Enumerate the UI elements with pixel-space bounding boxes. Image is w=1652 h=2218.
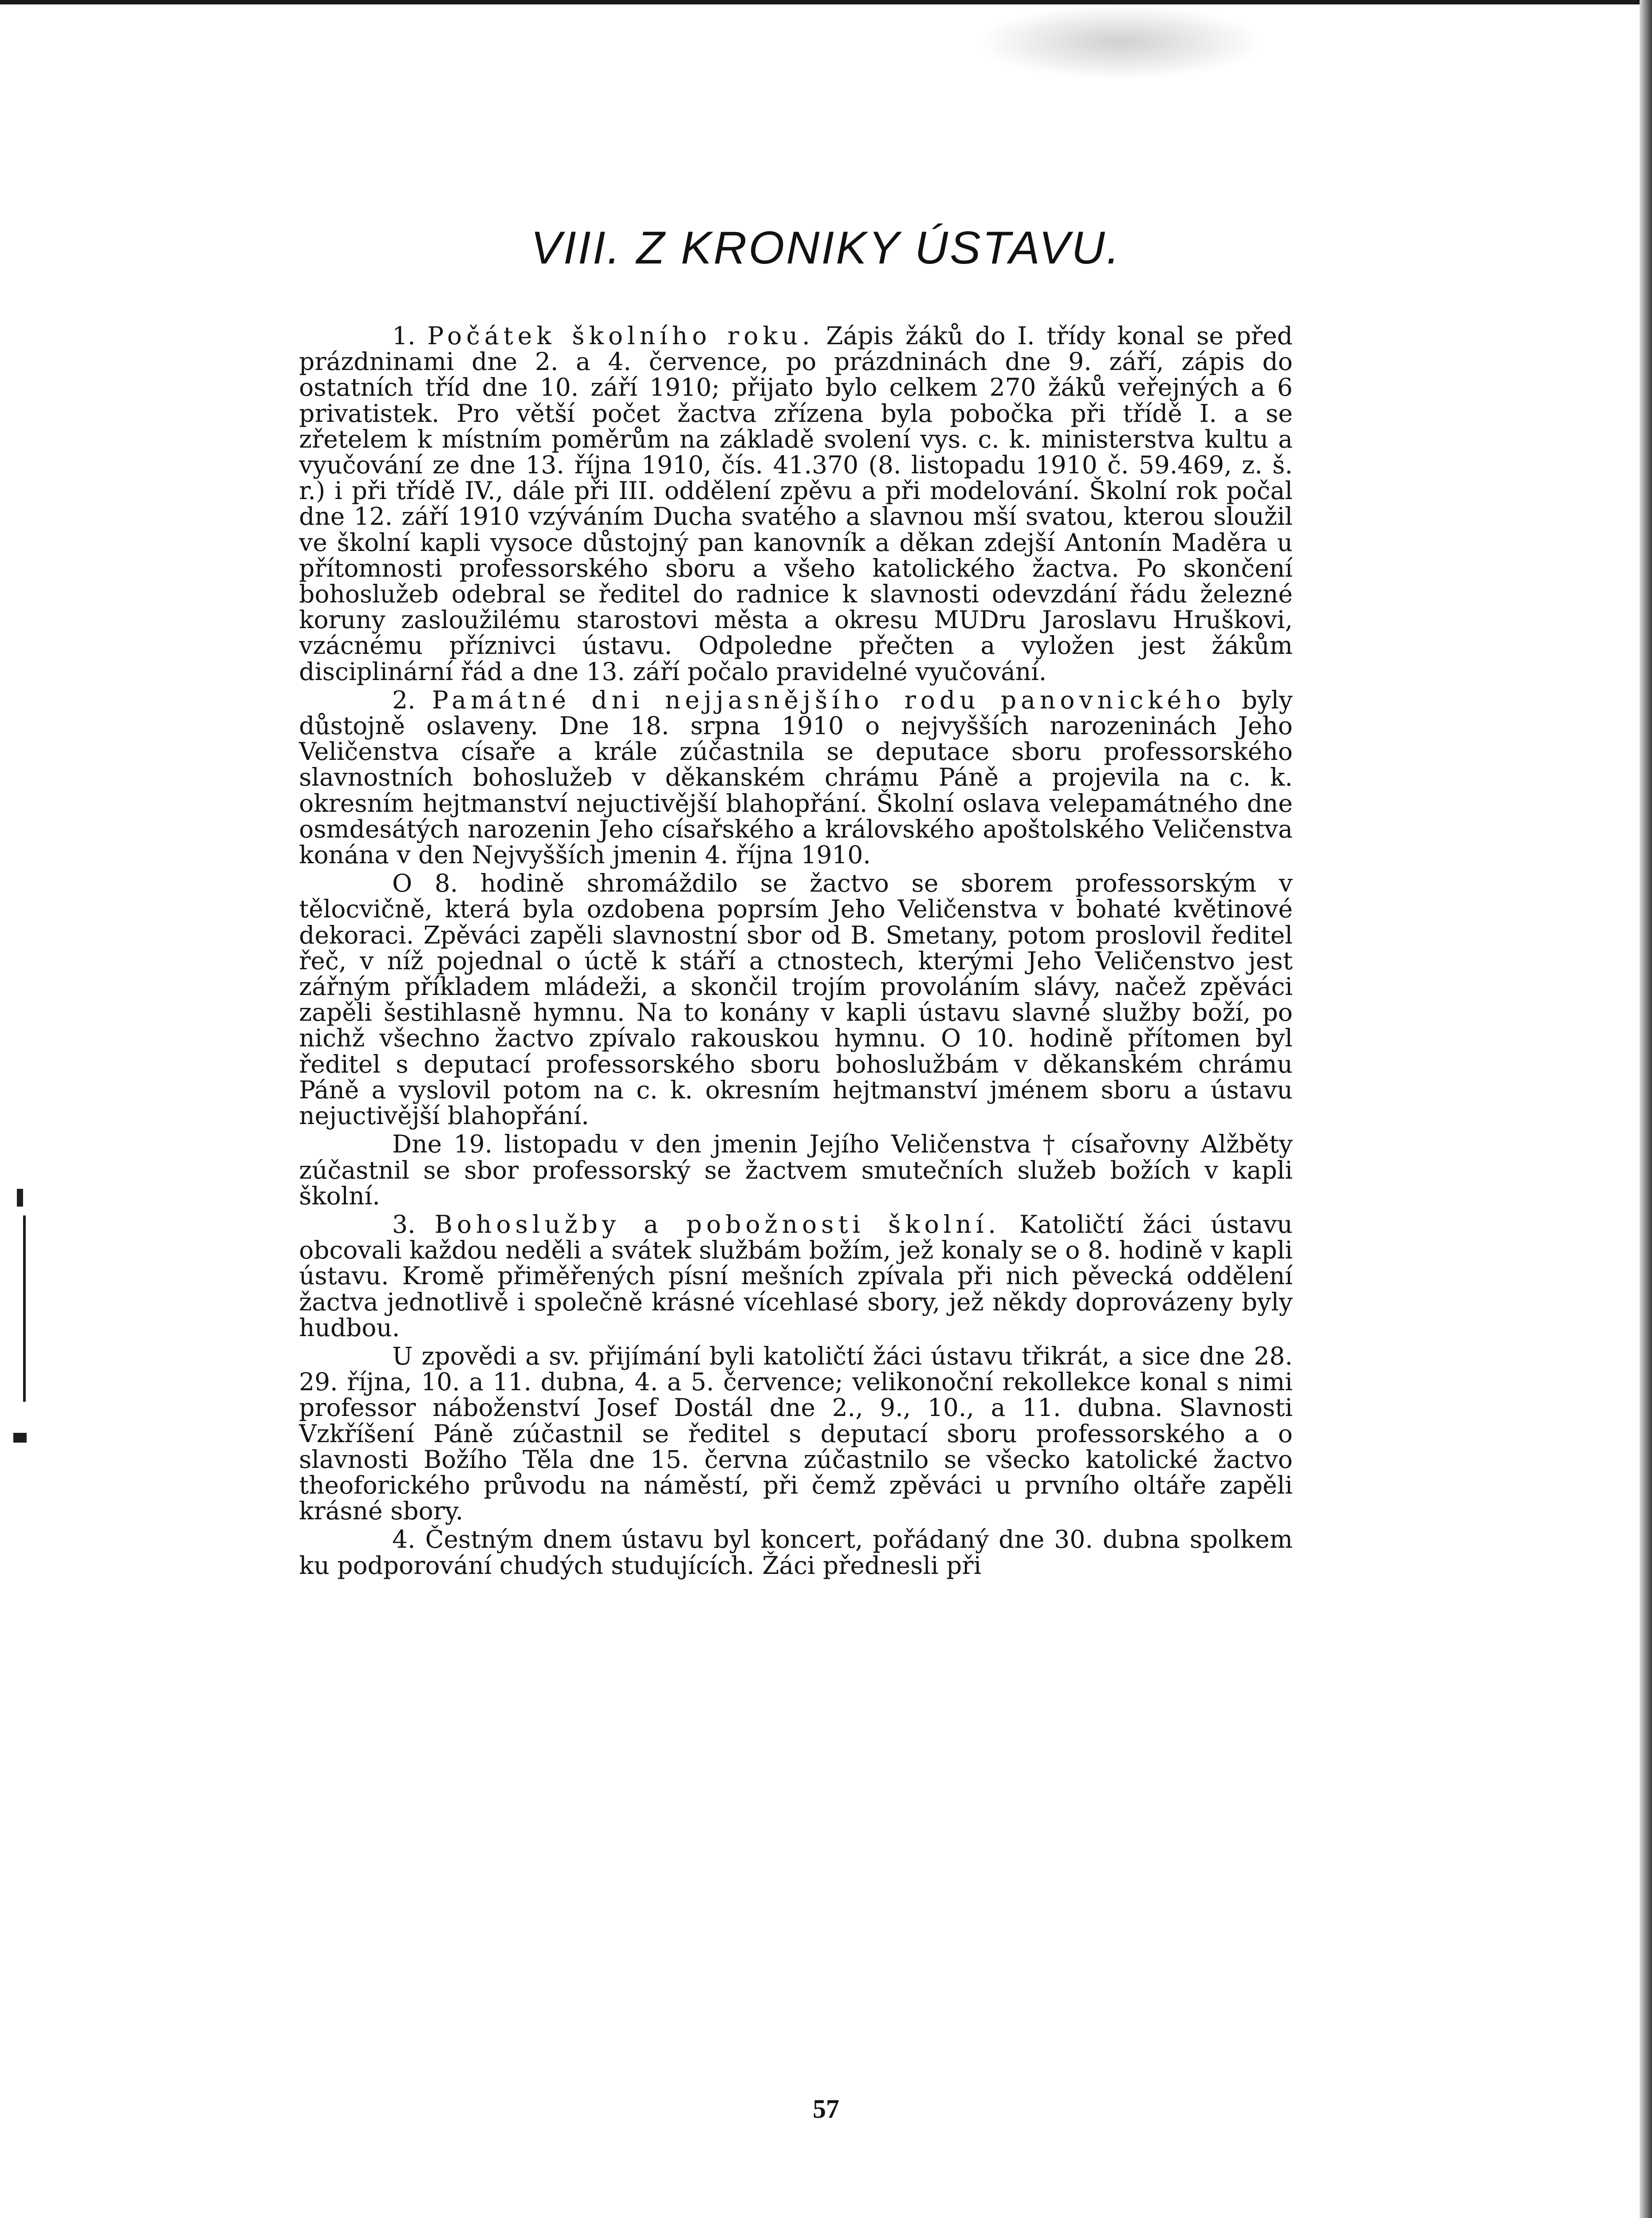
paragraph-start-of-school-year	[299, 323, 1293, 684]
scan-edge-top	[0, 0, 1652, 4]
paragraph-concert	[299, 1526, 1293, 1578]
scan-smudge	[976, 4, 1264, 80]
binding-mark	[23, 1215, 26, 1402]
scan-edge-right	[1640, 0, 1652, 2218]
paragraph-empress-name-day: Dne 19. listopadu v den jmenin Jejího Veličenstva † císařovny Alžběty zúčastnil se sbor professorský se žactvem smutečních služeb božích v kapli školní.	[299, 1130, 1293, 1210]
body-text	[299, 323, 1293, 1581]
paragraph-memorable-days	[299, 687, 1293, 868]
binding-mark	[13, 1433, 27, 1443]
paragraph-school-services	[299, 1211, 1293, 1341]
section-number: 3.	[392, 1210, 435, 1239]
paragraph-text: byly důstojně oslaveny. Dne 18. srpna 1910 o nejvyšších narozeninách Jeho Veličenstva císaře a krále zúčastnila se deputace sboru professorského slavnostních bohoslužeb v děkanském chrámu Páně a projevila na c. k. okresním hejtmanství nejuctivější blahopřání. Školní oslava velepamátného dne osmdesátých narozenin Jeho císařského a královského apoštolského Veličenstva konána v den Nejvyšších jmenin 4. října 1910.	[299, 685, 1293, 869]
paragraph-text: Čestným dnem ústavu byl koncert, pořádaný dne 30. dubna spolkem ku podporování chudých studujících. Žáci přednesli při	[299, 1525, 1293, 1580]
paragraph-text: Katoličtí žáci ústavu obcovali každou neděli a svátek službám božím, jež konaly se o 8. hodině v kapli ústavu. Kromě přiměřených písní mešních zpívala při nich pěvecká oddělení žactva jednotlivě i společně krásné vícehlasé sbory, jež někdy doprovázeny byly hudbou.	[299, 1210, 1293, 1342]
section-heading: Bohoslužby a pobožnosti školní.	[434, 1210, 1000, 1239]
paragraph-text: Zápis žáků do I. třídy konal se před prázdninami dne 2. a 4. července, po prázdninách dne 9. září, zápis do ostatních tříd dne 10. září 1910; přijato bylo celkem 270 žáků veřejných a 6 privatistek. Pro větší počet žactva zřízena byla pobočka při třídě I. a se zřetelem k místním poměrům na základě svolení vys. c. k. ministerstva kultu a vyučování ze dne 13. října 1910, čís. 41.370 (8. listopadu 1910 č. 59.469, z. š. r.) i při třídě IV., dále při III. oddělení zpěvu a při modelování. Školní rok počal dne 12. září 1910 vzýváním Ducha svatého a slavnou mší svatou, kterou sloužil ve školní kapli vysoce důstojný pan kanovník a děkan zdejší Antonín Maděra u přítomnosti professorského sboru a všeho katolického žactva. Po skončení bohoslužeb odebral se ředitel do radnice k slavnosti odevzdání řádu železné koruny zasloužilému starostovi města a okresu MUDru Jaroslavu Hruškovi, vzácnému příznivci ústavu. Odpoledne přečten a vyložen jest žákům disciplinární řád a dne 13. září počalo pravidelné vyučování.	[299, 322, 1293, 686]
binding-mark	[17, 1189, 23, 1207]
section-heading: Památné dni nejjasnějšího rodu panovnického	[432, 685, 1225, 714]
page-number: 57	[813, 2094, 839, 2124]
section-heading: Počátek školního roku.	[427, 322, 814, 350]
page-title: VIII. Z KRONIKY ÚSTAVU.	[531, 222, 1121, 274]
section-number: 4.	[392, 1525, 425, 1554]
paragraph-celebration: O 8. hodině shromáždilo se žactvo se sborem professorským v tělocvičně, která byla ozdobena poprsím Jeho Veličenstva v bohaté květinové dekoraci. Zpěváci zapěli slavnostní sbor od B. Smetany, potom proslovil ředitel řeč, v níž pojednal o úctě k stáří a ctnostech, kterými Jeho Veličenstvo jest zářným příkladem mládeži, a skončil trojím provoláním slávy, načež zpěváci zapěli šestihlasně hymnu. Na to konány v kapli ústavu slavné služby boží, po nichž všechno žactvo zpívalo rakouskou hymnu. O 10. hodině přítomen byl ředitel s deputací professorského sboru bohoslužbám v děkanském chrámu Páně a vyslovil potom na c. k. okresním hejtmanství jménem sboru a ústavu nejuctivější blahopřání.	[299, 869, 1293, 1130]
section-number: 2.	[392, 685, 432, 714]
paragraph-confession: U zpovědi a sv. přijímání byli katoličtí žáci ústavu třikrát, a sice dne 28. 29. října, 10. a 11. dubna, 4. a 5. července; velikonoční rekollekce konal s nimi professor náboženství Josef Dostál dne 2., 9., 10., a 11. dubna. Slavnosti Vzkříšení Páně zúčastnil se ředitel s deputací sboru professorského a o slavnosti Božího Těla dne 15. června zúčastnilo se všecko katolické žactvo theoforického průvodu na náměstí, při čemž zpěváci u prvního oltáře zapěli krásné sbory.	[299, 1341, 1293, 1526]
section-number: 1.	[392, 322, 428, 350]
